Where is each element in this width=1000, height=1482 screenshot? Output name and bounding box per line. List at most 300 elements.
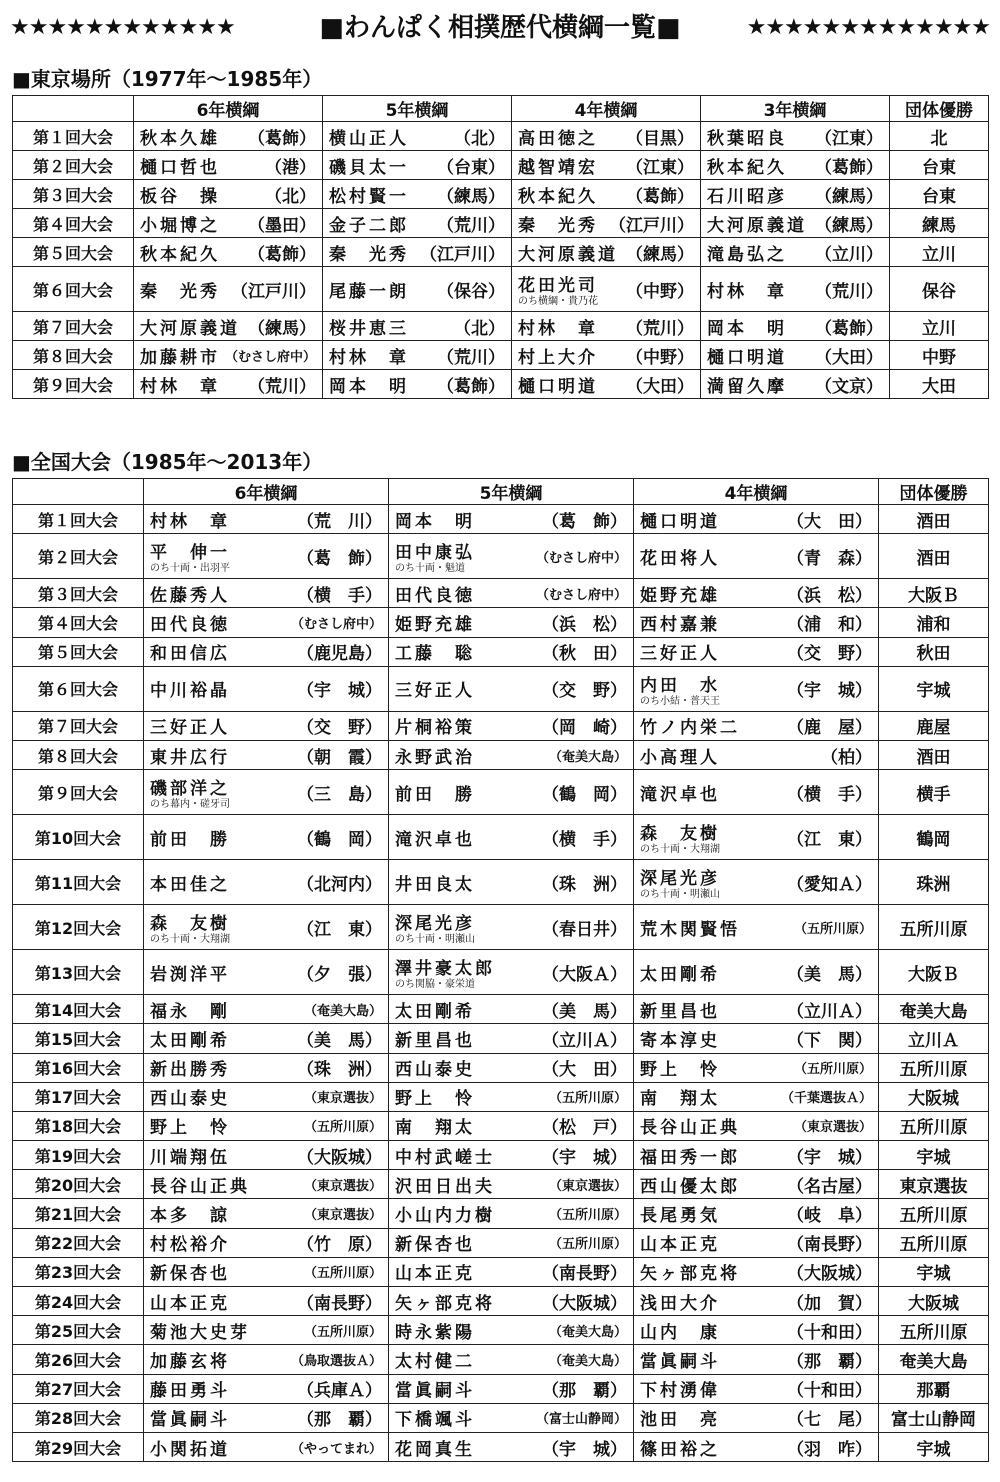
champion-cell	[389, 1374, 634, 1403]
wrestler-name: 矢ヶ部克将	[640, 1264, 740, 1285]
champion-cell	[144, 1170, 389, 1199]
region-label: （横 手）	[297, 585, 382, 606]
region-label: （浜 松）	[542, 614, 627, 635]
column-header: 5年横綱	[323, 96, 512, 122]
wrestler-name: 小堀博之	[140, 215, 220, 236]
table-row	[13, 505, 989, 534]
wrestler-name: 太田剛希	[640, 964, 720, 985]
wrestler-name: 當眞嗣斗	[395, 1381, 475, 1402]
region-label: （大阪Ａ）	[542, 964, 627, 985]
region-label: （交 野）	[542, 681, 627, 702]
champion-cell	[144, 1432, 389, 1461]
team-champion: 五所川原	[879, 1199, 989, 1228]
region-label: （奄美大島）	[548, 1324, 627, 1340]
round-label: 第26回大会	[13, 1345, 144, 1374]
table-row	[13, 860, 989, 905]
champion-cell	[701, 312, 890, 341]
champion-cell	[144, 1141, 389, 1170]
region-label: （東京選抜）	[548, 1178, 627, 1194]
wrestler-name: 村松裕介	[150, 1235, 230, 1256]
region-label: （むさし府中）	[535, 587, 627, 603]
region-label: （江 東）	[787, 829, 872, 850]
column-header: 6年横綱	[144, 479, 389, 505]
region-label: （文京）	[815, 376, 883, 397]
region-label: （練馬）	[815, 215, 883, 236]
wrestler-name: 小山内力樹	[395, 1206, 495, 1227]
region-label: （大 田）	[542, 1060, 627, 1081]
wrestler-name: 時永紫陽	[395, 1322, 475, 1343]
team-champion: 五所川原	[879, 1228, 989, 1257]
wrestler-name: 中村武嵯士	[395, 1147, 495, 1168]
wrestler-name: 山本正克	[395, 1264, 475, 1285]
champion-cell	[144, 1199, 389, 1228]
career-note: のち十両・魁道	[395, 563, 465, 575]
champion-cell	[144, 1403, 389, 1432]
champion-cell	[144, 666, 389, 711]
wrestler-name: 姫野充雄	[640, 585, 720, 606]
wrestler-name: 片桐裕策	[395, 718, 475, 739]
table-row	[13, 1053, 989, 1082]
region-label: （立川Ａ）	[542, 1030, 627, 1051]
region-label: （江東）	[626, 157, 694, 178]
region-label: （台東）	[437, 157, 505, 178]
round-label: 第４回大会	[13, 608, 144, 637]
team-champion: 鹿屋	[879, 711, 989, 740]
round-label: 第12回大会	[13, 905, 144, 950]
champion-cell	[134, 267, 323, 312]
champion-cell	[634, 1257, 879, 1286]
champion-cell	[389, 1024, 634, 1053]
table-row	[13, 995, 989, 1024]
region-label: （夕 張）	[297, 964, 382, 985]
champion-cell	[634, 1141, 879, 1170]
champion-cell	[634, 1170, 879, 1199]
champion-cell	[701, 209, 890, 238]
wrestler-name: 樋口哲也	[140, 157, 220, 178]
champion-cell	[389, 1111, 634, 1140]
round-label: 第８回大会	[13, 740, 144, 769]
round-label: 第４回大会	[13, 209, 134, 238]
team-champion: 大田	[890, 370, 989, 399]
team-champion: 富士山静岡	[879, 1403, 989, 1432]
wrestler-name: 野上 怜	[640, 1060, 720, 1081]
region-label: （三 島）	[297, 784, 382, 805]
wrestler-name: 福田秀一郎	[640, 1147, 740, 1168]
table-row	[13, 950, 989, 995]
champion-cell	[144, 905, 389, 950]
champion-cell	[389, 740, 634, 769]
region-label: （那 覇）	[542, 1381, 627, 1402]
stars-decoration-right: ★★★★★★★★★★★★★	[746, 15, 990, 40]
team-champion: 那覇	[879, 1374, 989, 1403]
table-row	[13, 770, 989, 815]
region-label: （保谷）	[437, 281, 505, 302]
wrestler-name: 村林 章	[518, 318, 598, 339]
wrestler-name: 秋葉昭良	[707, 128, 787, 149]
table-row	[13, 180, 989, 209]
table-row	[13, 122, 989, 151]
wrestler-name: 樋口明道	[707, 347, 787, 368]
region-label: （江 東）	[297, 919, 382, 940]
wrestler-name: 滝島弘之	[707, 244, 787, 265]
region-label: （葛 飾）	[542, 511, 627, 532]
column-header	[13, 479, 144, 505]
team-champion: 浦和	[879, 608, 989, 637]
wrestler-name: 新里昌也	[640, 1001, 720, 1022]
region-label: （港）	[265, 157, 316, 178]
wrestler-name: 岡本 明	[329, 376, 409, 397]
region-label: （交 野）	[787, 644, 872, 665]
table-row	[13, 608, 989, 637]
column-header: 6年横綱	[134, 96, 323, 122]
wrestler-name: 長谷山正典	[150, 1176, 250, 1197]
wrestler-name: 秋本紀久	[707, 157, 787, 178]
wrestler-name: 野上 怜	[395, 1089, 475, 1110]
champion-cell	[144, 1374, 389, 1403]
champion-cell	[634, 740, 879, 769]
team-champion: 珠洲	[879, 860, 989, 905]
champion-cell	[144, 995, 389, 1024]
wrestler-name: 秦 光秀	[518, 215, 598, 236]
champion-cell	[634, 905, 879, 950]
champion-cell	[323, 238, 512, 267]
champion-cell	[634, 505, 879, 534]
champion-cell	[701, 341, 890, 370]
tokyo-table-header	[13, 96, 989, 122]
wrestler-name: 村上大介	[518, 347, 598, 368]
round-label: 第15回大会	[13, 1024, 144, 1053]
team-champion: 北	[890, 122, 989, 151]
team-champion: 鶴岡	[879, 815, 989, 860]
champion-cell	[389, 815, 634, 860]
stars-decoration-left: ★★★★★★★★★★★★	[10, 15, 235, 40]
wrestler-name: 松村賢一	[329, 186, 409, 207]
region-label: （美 馬）	[542, 1001, 627, 1022]
region-label: （奄美大島）	[303, 1003, 382, 1019]
region-label: （北河内）	[297, 874, 382, 895]
team-champion: 秋田	[879, 637, 989, 666]
champion-cell	[634, 1228, 879, 1257]
region-label: （北）	[265, 186, 316, 207]
champion-cell	[512, 151, 701, 180]
wrestler-name: 姫野充雄	[395, 614, 475, 635]
champion-cell	[701, 122, 890, 151]
champion-cell	[634, 1287, 879, 1316]
round-label: 第22回大会	[13, 1228, 144, 1257]
region-label: （珠 洲）	[542, 874, 627, 895]
wrestler-name: 秋本久雄	[140, 128, 220, 149]
region-label: （七 尾）	[787, 1410, 872, 1431]
champion-cell	[389, 1316, 634, 1345]
region-label: （練馬）	[437, 186, 505, 207]
champion-cell	[634, 608, 879, 637]
wrestler-name: 南 翔太	[395, 1118, 475, 1139]
region-label: （五所川原）	[548, 1091, 627, 1107]
region-label: （五所川原）	[548, 1237, 627, 1253]
region-label: （大田）	[626, 376, 694, 397]
table-row	[13, 1316, 989, 1345]
champion-cell	[144, 1082, 389, 1111]
table-row	[13, 1199, 989, 1228]
wrestler-name: 竹ノ内栄二	[640, 718, 740, 739]
wrestler-name: 石川昭彦	[707, 186, 787, 207]
region-label: （葛飾）	[248, 244, 316, 265]
champion-cell	[634, 1111, 879, 1140]
champion-cell	[144, 711, 389, 740]
team-champion: 東京選抜	[879, 1170, 989, 1199]
champion-cell	[389, 1432, 634, 1461]
round-label: 第10回大会	[13, 815, 144, 860]
region-label: （大阪城）	[297, 1147, 382, 1168]
table-row	[13, 740, 989, 769]
career-note: のち小結・普天王	[640, 695, 720, 707]
champion-cell	[323, 312, 512, 341]
team-champion: 大阪城	[879, 1082, 989, 1111]
champion-cell	[389, 1053, 634, 1082]
wrestler-name: 南 翔太	[640, 1089, 720, 1110]
wrestler-name: 尾藤一朗	[329, 281, 409, 302]
champion-cell	[144, 1345, 389, 1374]
region-label: （葛飾）	[626, 186, 694, 207]
round-label: 第１回大会	[13, 122, 134, 151]
region-label: （江戸川）	[231, 281, 316, 302]
wrestler-name: 岩渕洋平	[150, 964, 230, 985]
region-label: （むさし府中）	[535, 550, 627, 566]
table-row	[13, 666, 989, 711]
wrestler-name: 佐藤秀人	[150, 585, 230, 606]
region-label: （練馬）	[815, 186, 883, 207]
champion-cell	[634, 815, 879, 860]
wrestler-name: 樋口明道	[518, 376, 598, 397]
column-header: 3年横綱	[701, 96, 890, 122]
champion-cell	[701, 267, 890, 312]
region-label: （荒川）	[437, 215, 505, 236]
wrestler-name: 加藤玄将	[150, 1351, 230, 1372]
champion-cell	[634, 666, 879, 711]
wrestler-name: 福永 剛	[150, 1001, 230, 1022]
champion-cell	[323, 209, 512, 238]
team-champion: 宇城	[879, 1432, 989, 1461]
page-title: ■わんぱく相撲歴代横綱一覧■	[319, 13, 681, 43]
champion-cell	[323, 151, 512, 180]
champion-cell	[144, 1316, 389, 1345]
champion-cell	[389, 1345, 634, 1374]
region-label: （墨田）	[248, 215, 316, 236]
champion-cell	[144, 1287, 389, 1316]
region-label: （荒川）	[815, 281, 883, 302]
column-header: 団体優勝	[879, 479, 989, 505]
wrestler-name: 太村健二	[395, 1351, 475, 1372]
region-label: （南長野）	[542, 1264, 627, 1285]
wrestler-name: 岡本 明	[707, 318, 787, 339]
wrestler-name: 田中康弘 のち十両・魁道	[395, 543, 475, 575]
national-table	[12, 478, 989, 1462]
wrestler-name: 浅田大介	[640, 1293, 720, 1314]
region-label: （下 関）	[787, 1030, 872, 1051]
region-label: （鶴 岡）	[542, 784, 627, 805]
wrestler-name: 西山優太郎	[640, 1176, 740, 1197]
region-label: （春日井）	[542, 919, 627, 940]
table-row	[13, 151, 989, 180]
table-row	[13, 1141, 989, 1170]
champion-cell	[144, 815, 389, 860]
champion-cell	[134, 151, 323, 180]
region-label: （加 賀）	[787, 1293, 872, 1314]
wrestler-name: 永野武治	[395, 747, 475, 768]
wrestler-name: 本田佳之	[150, 874, 230, 895]
wrestler-name: 大河原義道	[140, 318, 240, 339]
wrestler-name: 田代良徳	[150, 614, 230, 635]
wrestler-name: 篠田裕之	[640, 1439, 720, 1460]
team-champion: 立川Ａ	[879, 1024, 989, 1053]
round-label: 第５回大会	[13, 238, 134, 267]
champion-cell	[512, 370, 701, 399]
career-note: のち十両・大翔湖	[640, 844, 720, 856]
region-label: （岡 崎）	[542, 718, 627, 739]
champion-cell	[144, 740, 389, 769]
champion-cell	[144, 505, 389, 534]
table-row	[13, 1170, 989, 1199]
region-label: （兵庫Ａ）	[297, 1381, 382, 1402]
team-champion: 立川	[890, 312, 989, 341]
column-header: 団体優勝	[890, 96, 989, 122]
region-label: （朝 霞）	[297, 747, 382, 768]
wrestler-name: 田代良徳	[395, 585, 475, 606]
champion-cell	[701, 180, 890, 209]
champion-cell	[144, 1111, 389, 1140]
champion-cell	[389, 1170, 634, 1199]
wrestler-name: 村林 章	[140, 376, 220, 397]
champion-cell	[144, 1257, 389, 1286]
wrestler-name: 秦 光秀	[329, 244, 409, 265]
table-row	[13, 1345, 989, 1374]
champion-cell	[701, 370, 890, 399]
wrestler-name: 本多 諒	[150, 1206, 230, 1227]
region-label: （羽 咋）	[787, 1439, 872, 1460]
champion-cell	[134, 238, 323, 267]
champion-cell	[389, 1082, 634, 1111]
wrestler-name: 深尾光彦 のち十両・明瀬山	[640, 869, 720, 901]
region-label: （荒川）	[626, 318, 694, 339]
champion-cell	[634, 711, 879, 740]
career-note: のち幕内・磋牙司	[150, 799, 230, 811]
champion-cell	[389, 995, 634, 1024]
region-label: （江戸川）	[420, 244, 505, 265]
champion-cell	[634, 579, 879, 608]
wrestler-name: 新保杏也	[395, 1235, 475, 1256]
team-champion: 酒田	[879, 534, 989, 579]
champion-cell	[512, 180, 701, 209]
round-label: 第28回大会	[13, 1403, 144, 1432]
round-label: 第３回大会	[13, 180, 134, 209]
champion-cell	[701, 238, 890, 267]
champion-cell	[389, 579, 634, 608]
wrestler-name: 花岡真生	[395, 1439, 475, 1460]
region-label: （美 馬）	[787, 964, 872, 985]
champion-cell	[389, 905, 634, 950]
region-label: （葛飾）	[437, 376, 505, 397]
region-label: （浦 和）	[787, 614, 872, 635]
wrestler-name: 磯貝太一	[329, 157, 409, 178]
champion-cell	[512, 238, 701, 267]
wrestler-name: 沢田日出夫	[395, 1176, 495, 1197]
region-label: （奄美大島）	[548, 749, 627, 765]
region-label: （中野）	[626, 281, 694, 302]
team-champion: 立川	[890, 238, 989, 267]
champion-cell	[134, 312, 323, 341]
wrestler-name: 工藤 聡	[395, 644, 475, 665]
region-label: （五所川原）	[303, 1324, 382, 1340]
tokyo-section-title: ■東京場所（1977年～1985年）	[12, 67, 323, 91]
champion-cell	[389, 1287, 634, 1316]
team-champion: 台東	[890, 180, 989, 209]
team-champion: 中野	[890, 341, 989, 370]
region-label: （立川Ａ）	[787, 1001, 872, 1022]
team-champion: 大阪Ｂ	[879, 950, 989, 995]
wrestler-name: 藤田勇斗	[150, 1381, 230, 1402]
team-champion: 酒田	[879, 740, 989, 769]
team-champion: 五所川原	[879, 1111, 989, 1140]
wrestler-name: 和田信広	[150, 644, 230, 665]
career-note: のち横綱・貴乃花	[518, 296, 598, 307]
champion-cell	[389, 1403, 634, 1432]
region-label: （那 覇）	[787, 1351, 872, 1372]
region-label: （松 戸）	[542, 1118, 627, 1139]
champion-cell	[389, 534, 634, 579]
champion-cell	[144, 534, 389, 579]
round-label: 第16回大会	[13, 1053, 144, 1082]
champion-cell	[389, 1141, 634, 1170]
wrestler-name: 當眞嗣斗	[150, 1410, 230, 1431]
round-label: 第７回大会	[13, 312, 134, 341]
region-label: （岐 阜）	[787, 1206, 872, 1227]
wrestler-name: 花田将人	[640, 548, 720, 569]
team-champion: 横手	[879, 770, 989, 815]
champion-cell	[634, 1345, 879, 1374]
region-label: （鹿 屋）	[787, 718, 872, 739]
team-champion: 保谷	[890, 267, 989, 312]
wrestler-name: 三好正人	[640, 644, 720, 665]
table-row	[13, 341, 989, 370]
team-champion: 宇城	[879, 666, 989, 711]
champion-cell	[389, 637, 634, 666]
region-label: （江戸川）	[609, 215, 694, 236]
national-table-header	[13, 479, 989, 505]
wrestler-name: 秋本紀久	[518, 186, 598, 207]
champion-cell	[512, 267, 701, 312]
region-label: （江東）	[815, 128, 883, 149]
champion-cell	[144, 608, 389, 637]
champion-cell	[634, 1316, 879, 1345]
round-label: 第18回大会	[13, 1111, 144, 1140]
tokyo-table	[12, 95, 989, 399]
wrestler-name: 内田 水 のち小結・普天王	[640, 675, 720, 707]
region-label: （東京選抜）	[303, 1178, 382, 1194]
region-label: （千葉選抜Ａ）	[780, 1091, 872, 1107]
wrestler-name: 三好正人	[395, 681, 475, 702]
wrestler-name: 高田徳之	[518, 128, 598, 149]
region-label: （五所川原）	[793, 1062, 872, 1078]
champion-cell	[144, 579, 389, 608]
region-label: （南長野）	[297, 1293, 382, 1314]
champion-cell	[389, 950, 634, 995]
wrestler-name: 新出勝秀	[150, 1060, 230, 1081]
wrestler-name: 中川裕晶	[150, 681, 230, 702]
wrestler-name: 太田剛希	[150, 1030, 230, 1051]
wrestler-name: 太田剛希	[395, 1001, 475, 1022]
region-label: （大 田）	[787, 511, 872, 532]
wrestler-name: 山本正克	[150, 1293, 230, 1314]
